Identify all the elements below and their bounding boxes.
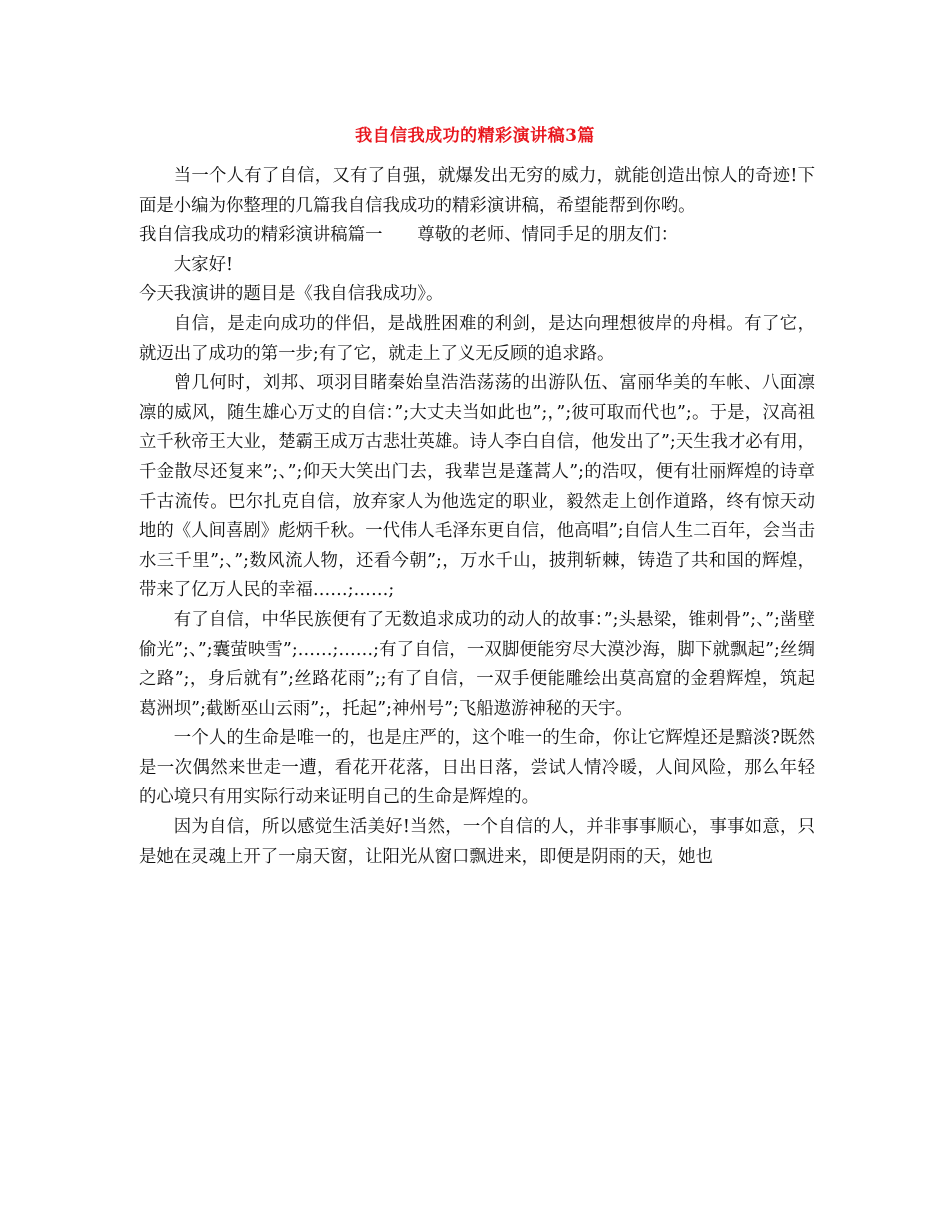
paragraph-beautiful-life: 因为自信，所以感觉生活美好!当然，一个自信的人，并非事事顺心，事事如意，只是她在灵魂上开了一扇天窗，让阳光从窗口飘进来，即便是阴雨的天，她也	[139, 817, 815, 867]
paragraph-life-meaning: 一个人的生命是唯一的，也是庄严的，这个唯一的生命，你让它辉煌还是黯淡?既然是一次偶然来世走一遭，看花开花落，日出日落，尝试人情冷暖，人间风险，那么年轻的心境只有用实际行动来证明自己的生命是辉煌的。	[139, 728, 815, 808]
paragraph-greeting: 大家好!	[173, 254, 233, 275]
paragraph-topic: 今天我演讲的题目是《我自信我成功》。	[139, 284, 444, 305]
paragraph-intro: 当一个人有了自信，又有了自强，就爆发出无穷的威力，就能创造出惊人的奇迹!下面是小编为你整理的几篇我自信我成功的精彩演讲稿，希望能帮到你哟。	[139, 166, 815, 216]
paragraph-chinese-stories: 有了自信，中华民族便有了无数追求成功的动人的故事：”;头悬梁，锥刺骨”;、”;凿壁偷光”;、”;囊萤映雪”;……;……;有了自信，一双脚便能穷尽大漠沙海，脚下就飘起”;丝绸之路”;，身后就有”;丝路花雨”;;有了自信，一双手便能雕绘出莫高窟的金碧辉煌，筑起葛洲坝”;截断巫山云雨”;，托起”;神州号”;飞船遨游神秘的天宇。	[139, 609, 815, 719]
paragraph-speech-heading: 我自信我成功的精彩演讲稿篇一 尊敬的老师、情同手足的朋友们：	[139, 225, 679, 246]
paragraph-historical-examples: 曾几何时，刘邦、项羽目睹秦始皇浩浩荡荡的出游队伍、富丽华美的车帐、八面凛凛的威风，随生雄心万丈的自信：”;大丈夫当如此也”;，”;彼可取而代也”;。于是，汉高祖立千秋帝王大业，楚霸王成万古悲壮英雄。诗人李白自信，他发出了”;天生我才必有用，千金散尽还复来”;、”;仰天大笑出门去，我辈岂是蓬蒿人”;的浩叹，便有壮丽辉煌的诗章千古流传。巴尔扎克自信，放弃家人为他选定的职业，毅然走上创作道路，终有惊天动地的《人间喜剧》彪炳千秋。一代伟人毛泽东更自信，他高唱”;自信人生二百年，会当击水三千里”;、”;数风流人物，还看今朝”;，万水千山，披荆斩棘，铸造了共和国的辉煌，带来了亿万人民的幸福……;……;	[139, 373, 815, 601]
paragraph-confidence-definition: 自信，是走向成功的伴侣，是战胜困难的利剑，是达向理想彼岸的舟楫。有了它，就迈出了成功的第一步;有了它，就走上了义无反顾的追求路。	[139, 313, 815, 364]
document-body	[139, 162, 815, 872]
document-title: 我自信我成功的精彩演讲稿3篇	[355, 126, 595, 146]
